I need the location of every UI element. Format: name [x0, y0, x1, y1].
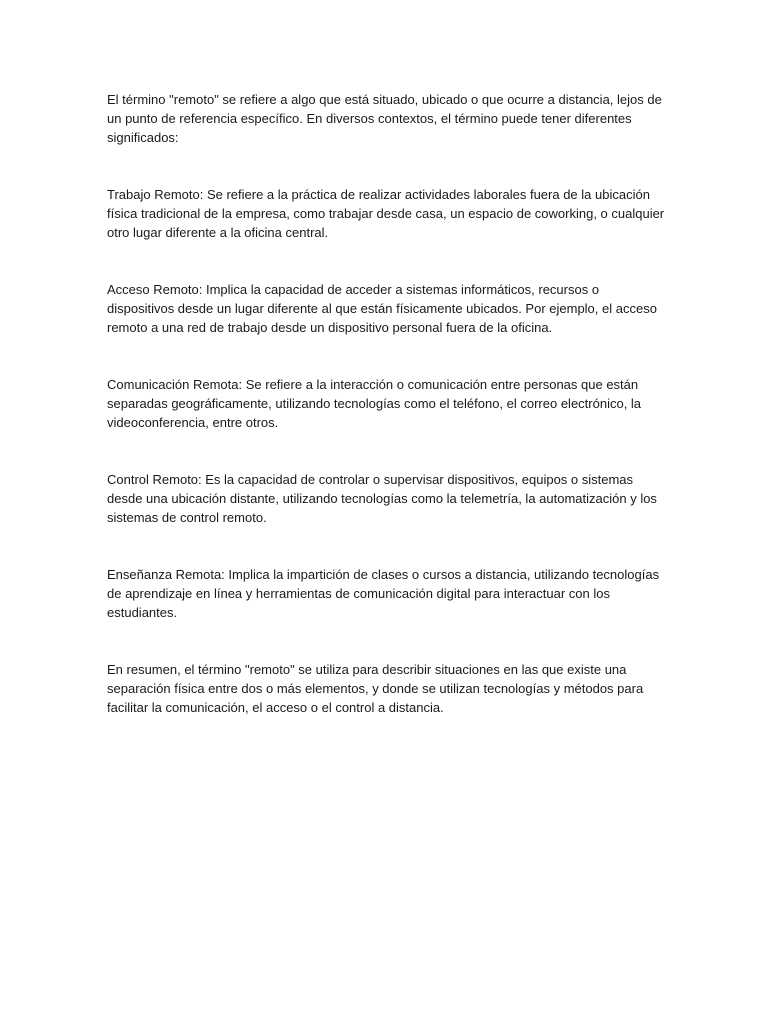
paragraph-intro: El término "remoto" se refiere a algo que está situado, ubicado o que ocurre a distancia, lejos de un punto de referencia específico. En diversos contextos, el término puede tener diferentes significados: [107, 92, 662, 145]
document-body [107, 90, 667, 755]
paragraph-ensenanza-remota: Enseñanza Remota: Implica la impartición de clases o cursos a distancia, utilizando tecnologías de aprendizaje en línea y herramientas de comunicación digital para interactuar con los estudiantes. [107, 567, 660, 620]
paragraph-control-remoto: Control Remoto: Es la capacidad de controlar o supervisar dispositivos, equipos o sistemas desde una ubicación distante, utilizando tecnologías como la telemetría, la automatización y los sistemas de control remoto. [107, 472, 657, 525]
paragraph-trabajo-remoto: Trabajo Remoto: Se refiere a la práctica de realizar actividades laborales fuera de la ubicación física tradicional de la empresa, como trabajar desde casa, un espacio de coworking, o cualquier otro lugar diferente a la oficina central. [107, 187, 665, 240]
paragraph-resumen: En resumen, el término "remoto" se utiliza para describir situaciones en las que existe una separación física entre dos o más elementos, y donde se utilizan tecnologías y métodos para facilitar la comunicación, el acceso o el control a distancia. [107, 662, 644, 715]
paragraph-comunicacion-remota: Comunicación Remota: Se refiere a la interacción o comunicación entre personas que están separadas geográficamente, utilizando tecnologías como el teléfono, el correo electrónico, la videoconferencia, entre otros. [107, 377, 642, 430]
paragraph-acceso-remoto: Acceso Remoto: Implica la capacidad de acceder a sistemas informáticos, recursos o dispositivos desde un lugar diferente al que están físicamente ubicados. Por ejemplo, el acceso remoto a una red de trabajo desde un dispositivo personal fuera de la oficina. [107, 282, 657, 335]
